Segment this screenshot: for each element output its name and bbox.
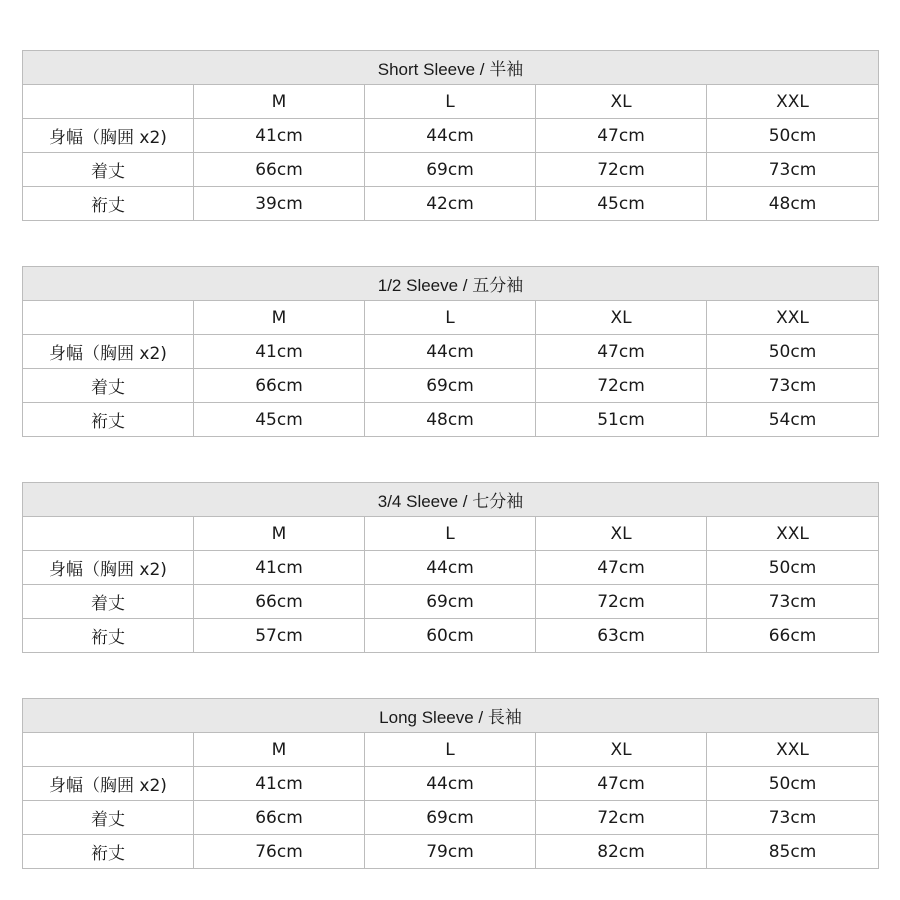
table-cell: 72cm [536,153,707,187]
table-cell: 79cm [365,835,536,869]
table-title: Short Sleeve / 半袖 [23,51,879,85]
row-label-sleeve-length: 裄丈 [23,835,194,869]
table-row [23,187,879,221]
table-cell: 60cm [365,619,536,653]
table-cell: 48cm [365,403,536,437]
table-cell: 50cm [707,119,879,153]
table-cell: 76cm [194,835,365,869]
row-label-body-width: 身幅（胸囲 x2) [23,551,194,585]
table-title: 3/4 Sleeve / 七分袖 [23,483,879,517]
size-table-short-sleeve [22,50,879,221]
size-header-m: M [194,733,365,767]
table-row [23,335,879,369]
size-header-xxl: XXL [707,517,879,551]
table-cell: 73cm [707,369,879,403]
table-cell: 44cm [365,335,536,369]
table-row [23,369,879,403]
row-label-length: 着丈 [23,369,194,403]
table-cell: 51cm [536,403,707,437]
header-empty-cell [23,733,194,767]
table-cell: 72cm [536,585,707,619]
row-label-length: 着丈 [23,153,194,187]
table-cell: 42cm [365,187,536,221]
table-cell: 57cm [194,619,365,653]
table-cell: 47cm [536,551,707,585]
table-row [23,119,879,153]
table-row [23,801,879,835]
table-row [23,403,879,437]
table-cell: 39cm [194,187,365,221]
table-cell: 41cm [194,119,365,153]
table-cell: 85cm [707,835,879,869]
header-empty-cell [23,517,194,551]
table-cell: 47cm [536,335,707,369]
size-table-half-sleeve [22,266,879,437]
row-label-sleeve-length: 裄丈 [23,403,194,437]
table-cell: 45cm [536,187,707,221]
table-cell: 50cm [707,767,879,801]
table-cell: 47cm [536,767,707,801]
table-cell: 41cm [194,551,365,585]
size-header-xxl: XXL [707,301,879,335]
table-row [23,835,879,869]
table-cell: 47cm [536,119,707,153]
table-cell: 73cm [707,153,879,187]
table-cell: 66cm [194,369,365,403]
size-header-row [23,517,879,551]
size-header-xxl: XXL [707,85,879,119]
size-header-m: M [194,85,365,119]
table-row [23,767,879,801]
header-empty-cell [23,85,194,119]
size-header-l: L [365,517,536,551]
table-cell: 50cm [707,335,879,369]
size-header-row [23,733,879,767]
table-cell: 69cm [365,585,536,619]
size-header-xl: XL [536,517,707,551]
size-table-long-sleeve [22,698,879,869]
table-cell: 41cm [194,767,365,801]
size-header-xxl: XXL [707,733,879,767]
size-header-m: M [194,301,365,335]
row-label-length: 着丈 [23,585,194,619]
table-cell: 69cm [365,801,536,835]
table-cell: 45cm [194,403,365,437]
table-cell: 66cm [194,585,365,619]
table-cell: 66cm [194,153,365,187]
table-cell: 44cm [365,767,536,801]
row-label-body-width: 身幅（胸囲 x2) [23,119,194,153]
size-table-three-quarter-sleeve [22,482,879,653]
size-header-row [23,301,879,335]
table-cell: 66cm [707,619,879,653]
row-label-length: 着丈 [23,801,194,835]
size-header-xl: XL [536,85,707,119]
size-header-l: L [365,301,536,335]
table-cell: 72cm [536,369,707,403]
row-label-sleeve-length: 裄丈 [23,187,194,221]
table-cell: 44cm [365,551,536,585]
table-title: Long Sleeve / 長袖 [23,699,879,733]
table-cell: 73cm [707,801,879,835]
table-cell: 73cm [707,585,879,619]
size-header-xl: XL [536,301,707,335]
row-label-body-width: 身幅（胸囲 x2) [23,767,194,801]
table-cell: 44cm [365,119,536,153]
size-header-l: L [365,733,536,767]
row-label-body-width: 身幅（胸囲 x2) [23,335,194,369]
table-cell: 48cm [707,187,879,221]
table-cell: 54cm [707,403,879,437]
table-cell: 69cm [365,153,536,187]
size-header-row [23,85,879,119]
table-cell: 82cm [536,835,707,869]
row-label-sleeve-length: 裄丈 [23,619,194,653]
table-row [23,585,879,619]
table-cell: 66cm [194,801,365,835]
table-row [23,153,879,187]
table-cell: 63cm [536,619,707,653]
table-cell: 50cm [707,551,879,585]
table-title: 1/2 Sleeve / 五分袖 [23,267,879,301]
size-header-l: L [365,85,536,119]
table-cell: 41cm [194,335,365,369]
size-header-xl: XL [536,733,707,767]
header-empty-cell [23,301,194,335]
size-header-m: M [194,517,365,551]
table-row [23,551,879,585]
table-cell: 72cm [536,801,707,835]
table-row [23,619,879,653]
table-cell: 69cm [365,369,536,403]
